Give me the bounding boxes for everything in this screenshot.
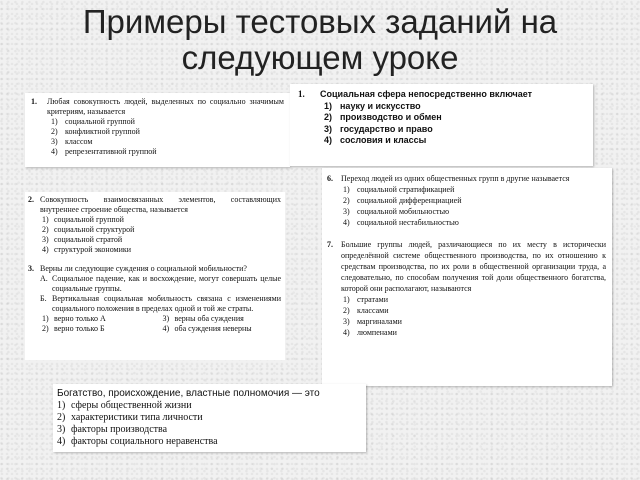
- answer-option: [341, 294, 606, 305]
- question-number: 7.: [327, 240, 333, 249]
- option-text: маргиналами: [357, 317, 402, 326]
- option-text: сферы общественной жизни: [71, 400, 192, 411]
- option-number: 3): [343, 317, 350, 326]
- answer-option: [320, 135, 587, 147]
- option-text: социальной дифференциацией: [357, 196, 462, 205]
- option-text: социальной группой: [65, 117, 135, 126]
- option-text: верно только А: [54, 314, 106, 323]
- answer-option: [341, 217, 606, 228]
- answer-options: [40, 215, 281, 255]
- question-text: Переход людей из одних общественных групп в другие называется: [341, 174, 570, 183]
- question-card-1: [25, 93, 290, 167]
- answer-option: [341, 206, 606, 217]
- answer-option: [57, 400, 366, 412]
- option-text: государство и право: [340, 123, 433, 134]
- answer-option: [40, 215, 281, 225]
- question: [290, 84, 593, 147]
- answer-options: [341, 184, 606, 228]
- answer-option: [341, 184, 606, 195]
- option-text: социальной нестабильностью: [357, 218, 459, 227]
- question: [25, 93, 290, 157]
- answer-option: [57, 424, 366, 436]
- answer-option: [40, 324, 161, 334]
- statement-label: А.: [40, 274, 48, 283]
- option-number: 4): [343, 328, 350, 337]
- statement-text: Вертикальная социальная мобильность связана с изменениями социального положения в пределах одной и той же страты.: [52, 294, 281, 313]
- option-number: 1): [51, 117, 58, 126]
- answer-options: [53, 400, 366, 448]
- answer-option: [161, 324, 282, 334]
- option-number: 2): [51, 127, 58, 136]
- option-text: производство и обмен: [340, 112, 442, 122]
- option-text: социальной стратификацией: [357, 185, 455, 194]
- answer-option: [320, 101, 587, 113]
- statement-label: Б.: [40, 294, 47, 303]
- question-number: 1.: [298, 89, 305, 99]
- option-number: 3): [162, 314, 170, 323]
- question: [322, 168, 612, 228]
- option-number: 2): [42, 324, 49, 333]
- option-number: 1): [57, 400, 66, 411]
- question-card-3: [25, 192, 285, 360]
- answer-option: [341, 195, 606, 206]
- answer-option: [47, 137, 284, 147]
- question: [322, 234, 612, 338]
- option-number: 2): [42, 225, 49, 234]
- option-number: 4): [51, 147, 58, 156]
- option-text: науку и искусство: [340, 100, 421, 111]
- answer-option: [161, 314, 282, 324]
- option-text: факторы производства: [71, 424, 168, 435]
- option-text: стратами: [357, 295, 388, 304]
- option-text: социальной стратой: [54, 235, 123, 244]
- option-number: 2): [343, 306, 350, 315]
- option-number: 1): [42, 314, 49, 323]
- option-number: 4): [343, 218, 350, 227]
- option-text: социальной структурой: [54, 225, 135, 234]
- question-number: 1.: [31, 97, 37, 106]
- option-text: верно только Б: [54, 324, 105, 333]
- option-number: 3): [51, 137, 58, 146]
- option-text: люмпенами: [357, 328, 397, 337]
- option-text: социальной группой: [54, 215, 124, 224]
- option-number: 1): [324, 100, 333, 111]
- option-text: конфликтной группой: [65, 127, 140, 136]
- question-number: 2.: [28, 195, 34, 204]
- answer-option: [341, 327, 606, 338]
- option-number: 1): [42, 215, 49, 224]
- statement-a: [40, 274, 281, 294]
- option-text: репрезентативной группой: [65, 147, 157, 156]
- option-number: 3): [57, 424, 66, 435]
- question-card-5: [53, 384, 366, 452]
- option-number: 1): [343, 185, 350, 194]
- answer-option: [40, 225, 281, 235]
- answer-option: [47, 117, 284, 127]
- question-text: Социальная сфера непосредственно включает: [320, 89, 533, 99]
- answer-option: [57, 412, 366, 424]
- question-card-2: [290, 84, 593, 166]
- answer-option: [47, 147, 284, 157]
- answer-option: [320, 112, 587, 124]
- question-text: Богатство, происхождение, властные полномочия — это: [57, 388, 320, 399]
- answer-option: [40, 314, 161, 324]
- answer-option: [341, 305, 606, 316]
- question-number: 3.: [28, 264, 34, 273]
- question: [25, 192, 285, 255]
- option-number: 2): [343, 196, 350, 205]
- option-number: 4): [57, 436, 66, 447]
- answer-options: [320, 101, 587, 147]
- question-text: Верны ли следующие суждения о социальной мобильности?: [40, 264, 247, 273]
- answer-option: [40, 245, 281, 255]
- option-number: 3): [42, 235, 49, 244]
- answer-options: [40, 314, 281, 334]
- answer-option: [40, 235, 281, 245]
- question-text: Большие группы людей, различающиеся по их месту в исторически определённой системе общественного производства, по их отношению к средствам производства, по их роли в общественной организации труда, а следовательно, по способам получения той доли общественного богатства, которой они располагают, называются: [341, 240, 606, 293]
- option-number: 4): [324, 135, 333, 145]
- option-text: классом: [65, 137, 93, 146]
- option-number: 2): [324, 112, 333, 122]
- option-text: классами: [357, 306, 389, 315]
- option-number: 3): [343, 207, 350, 216]
- option-number: 1): [343, 295, 350, 304]
- question: [25, 261, 285, 334]
- option-text: характеристики типа личности: [71, 412, 203, 423]
- question-text: Совокупность взаимосвязанных элементов, составляющих внутреннее строение общества, называется: [40, 195, 281, 214]
- option-text: оба суждения неверны: [174, 324, 252, 333]
- option-text: сословия и классы: [340, 135, 427, 145]
- answer-option: [57, 436, 366, 448]
- statement-b: [40, 294, 281, 314]
- answer-options: [341, 294, 606, 338]
- slide-title: Примеры тестовых заданий на следующем уроке: [82, 3, 558, 76]
- option-number: 4): [162, 324, 170, 333]
- answer-options: [47, 117, 284, 157]
- option-number: 3): [324, 123, 333, 134]
- statement-text: Социальное падение, как и восхождение, могут совершать целые социальные группы.: [52, 274, 281, 293]
- option-text: факторы социального неравенства: [71, 436, 218, 447]
- option-number: 2): [57, 412, 66, 423]
- question-number: 6.: [327, 174, 333, 183]
- answer-option: [47, 127, 284, 137]
- question-card-4: [322, 168, 612, 386]
- question-text: Любая совокупность людей, выделенных по социально значимым критериям, называется: [47, 97, 284, 116]
- option-number: 4): [42, 245, 49, 254]
- answer-option: [320, 124, 587, 136]
- option-text: верны оба суждения: [174, 314, 244, 323]
- option-text: структурой экономики: [54, 245, 132, 254]
- answer-option: [341, 316, 606, 327]
- option-text: социальной мобильностью: [357, 207, 450, 216]
